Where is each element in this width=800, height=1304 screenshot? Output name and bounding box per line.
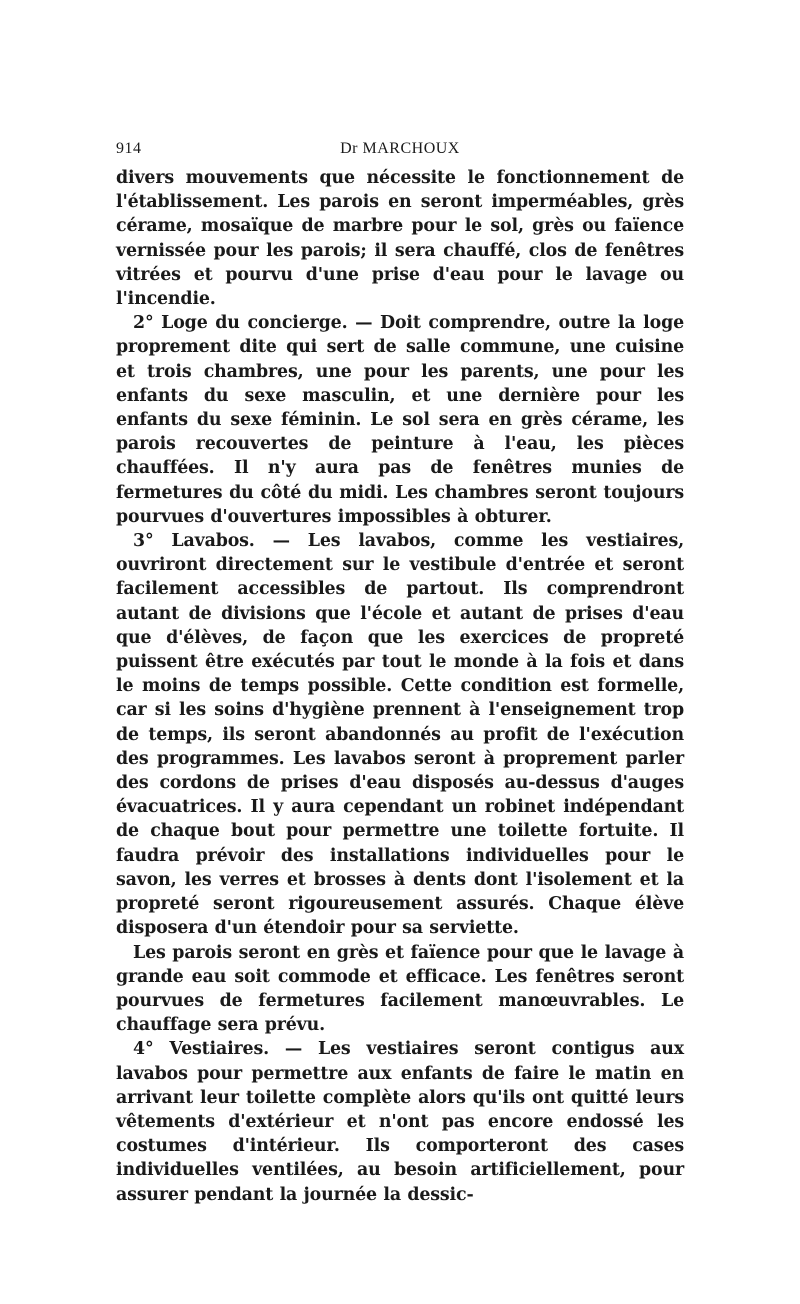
running-head: [116, 140, 684, 166]
page-number: 914: [116, 140, 142, 157]
paragraph-loge-concierge: [116, 311, 684, 529]
paragraph-parois: [116, 941, 684, 1038]
book-page: [116, 140, 684, 1207]
paragraph-text: — Les lavabos, comme les vestiaires, ouvriront directement sur le vestibule d'entrée et seront facilement accessibles de partout. Ils comprendront autant de divisions que l'école et autant de prises d'eau que d'élèves, de façon que les exercices de propreté puissent être exécutés par tout le monde à la fois et dans le moins de temps possible. Cette condition est formelle, car si les soins d'hygiène prennent à l'enseignement trop de temps, ils seront abandonnés au profit de l'exécution des programmes. Les lavabos seront à proprement parler des cordons de prises d'eau disposés au-dessus d'auges évacuatrices. Il y aura cependant un robinet indépendant de chaque bout pour permettre une toilette fortuite. Il faudra prévoir des installations individuelles pour le savon, les verres et brosses à dents dont l'isolement et la propreté seront rigoureusement assurés. Chaque élève disposera d'un étendoir pour sa serviette.: [116, 531, 684, 939]
running-head-author: Dr MARCHOUX: [340, 140, 460, 157]
paragraph-text: — Doit comprendre, outre la loge proprement dite qui sert de salle commune, une cuisine et trois chambres, une pour les parents, une pour les enfants du sexe masculin, et une dernière pour les enfants du sexe féminin. Le sol sera en grès cérame, les parois recouvertes de peinture à l'eau, les pièces chauffées. Il n'y aura pas de fenêtres munies de fermetures du côté du midi. Les chambres seront toujours pourvues d'ouvertures impossibles à obturer.: [116, 313, 684, 527]
section-heading-loge: 2° Loge du concierge.: [133, 313, 348, 334]
paragraph-text: — Les vestiaires seront contigus aux lavabos pour permettre aux enfants de faire le matin en arrivant leur toilette complète alors qu'ils ont quitté leurs vêtements d'extérieur et n'ont pas encore endossé les costumes d'intérieur. Ils comporteront des cases individuelles ventilées, au besoin artificiellement, pour assurer pendant la journée la dessic-: [116, 1039, 684, 1205]
body-text: [116, 166, 684, 1207]
paragraph-etablissement: [116, 166, 684, 311]
section-heading-lavabos: 3° Lavabos.: [133, 531, 255, 552]
paragraph-text: Les parois seront en grès et faïence pour que le lavage à grande eau soit commode et efficace. Les fenêtres seront pourvues de fermetures facilement manœuvrables. Le chauffage sera prévu.: [116, 942, 684, 1036]
paragraph-vestiaires: [116, 1037, 684, 1206]
paragraph-text: divers mouvements que nécessite le fonctionnement de l'établissement. Les parois en seront imperméables, grès cérame, mosaïque de marbre pour le sol, grès ou faïence vernissée pour les parois; il sera chauffé, clos de fenêtres vitrées et pourvu d'une prise d'eau pour le lavage ou l'incendie.: [116, 168, 684, 310]
section-heading-vestiaires: 4° Vestiaires.: [133, 1039, 270, 1060]
paragraph-lavabos: [116, 529, 684, 940]
